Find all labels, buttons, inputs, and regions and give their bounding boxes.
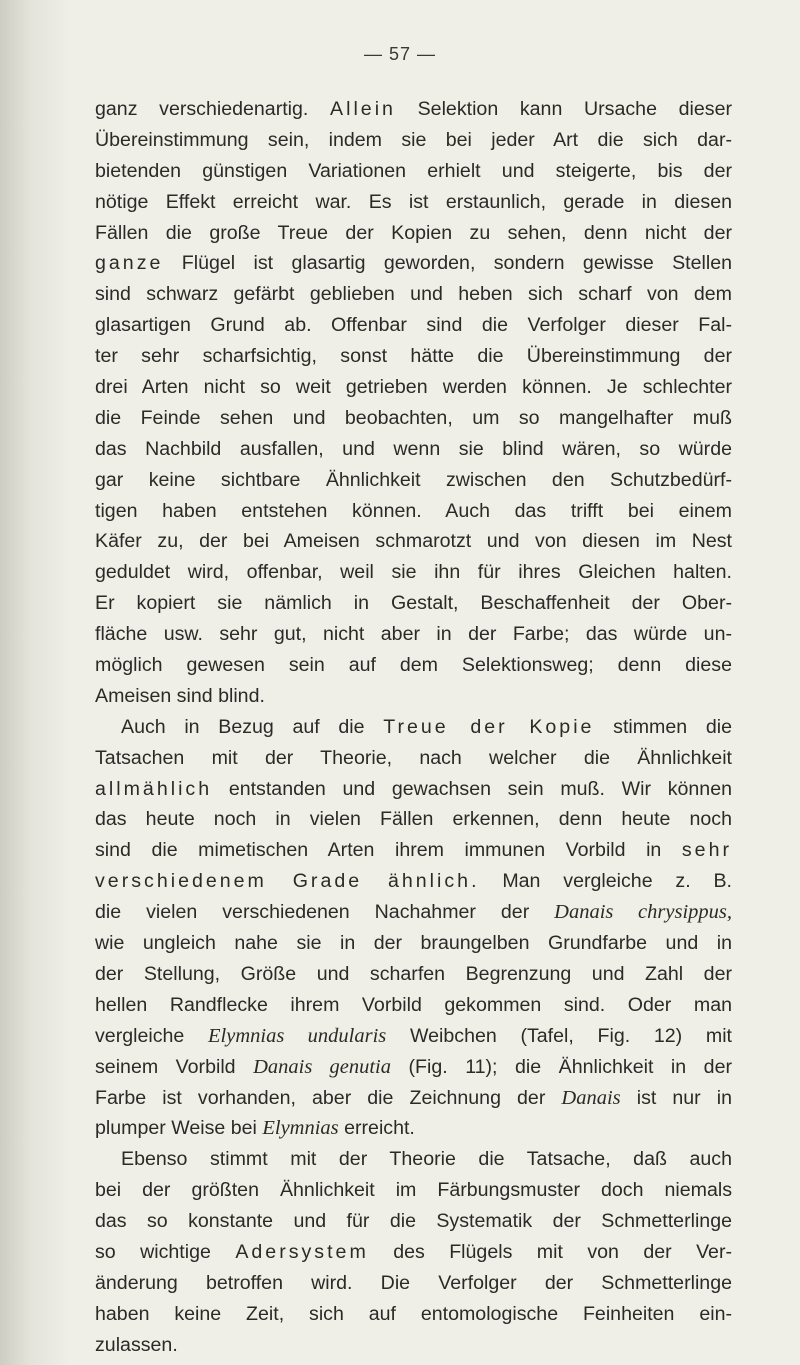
- text-segment: ist nur in: [620, 1086, 732, 1109]
- text-segment: fläche usw. sehr gut, nicht aber in der Farbe; das würde un-: [95, 623, 732, 646]
- text-segment: hellen Randflecke ihrem Vorbild gekommen sind. Oder man: [95, 993, 732, 1016]
- text-line: [95, 1206, 732, 1237]
- text-line: [95, 310, 732, 341]
- text-line: [95, 1113, 732, 1144]
- emphasized-text: allmählich: [95, 777, 213, 800]
- body-text: [95, 94, 732, 1361]
- text-segment: so wichtige: [95, 1240, 236, 1263]
- text-line: [95, 774, 732, 805]
- text-line: [95, 94, 732, 125]
- emphasized-text: sehr: [681, 839, 732, 862]
- text-segment: die vielen verschiedenen Nachahmer der: [95, 901, 555, 924]
- text-line: [95, 650, 732, 681]
- text-line: [95, 1237, 732, 1268]
- text-segment: glasartigen Grund ab. Offenbar sind die Verfolger dieser Fal-: [95, 314, 732, 337]
- text-segment: Übereinstimmung sein, indem sie bei jeder Art die sich dar-: [95, 128, 732, 151]
- text-line: [95, 1268, 732, 1299]
- text-segment: Tatsachen mit der Theorie, nach welcher die Ähnlichkeit: [95, 746, 732, 769]
- text-segment: Selektion kann Ursache dieser: [395, 98, 732, 120]
- text-line: [95, 465, 732, 496]
- text-line: [95, 712, 732, 743]
- text-line: [95, 928, 732, 959]
- text-line: [95, 187, 732, 218]
- text-segment: der Stellung, Größe und scharfen Begrenzung und Zahl der: [95, 962, 732, 985]
- text-segment: gar keine sichtbare Ähnlichkeit zwischen den Schutzbedürf-: [95, 468, 732, 491]
- species-name: Elymnias: [262, 1117, 339, 1140]
- text-segment: Auch in Bezug auf die: [121, 715, 384, 738]
- page-number: — 57 —: [363, 44, 437, 64]
- text-segment: haben keine Zeit, sich auf entomologische Feinheiten ein-: [95, 1302, 732, 1325]
- text-segment: seinem Vorbild: [95, 1055, 254, 1078]
- text-line: [95, 897, 732, 928]
- text-line: [95, 248, 732, 279]
- text-line: [95, 588, 732, 619]
- text-segment: Ameisen sind blind.: [95, 684, 265, 707]
- text-line: [95, 1330, 732, 1361]
- text-segment: entstanden und gewachsen sein muß. Wir können: [212, 777, 732, 800]
- text-line: [95, 743, 732, 774]
- text-segment: Weibchen (Tafel, Fig. 12) mit: [386, 1024, 732, 1047]
- text-segment: tigen haben entstehen können. Auch das trifft bei einem: [95, 499, 732, 522]
- text-line: [95, 1052, 732, 1083]
- text-line: [95, 125, 732, 156]
- text-segment: das Nachbild ausfallen, und wenn sie blind wären, so würde: [95, 437, 732, 460]
- text-line: [95, 557, 732, 588]
- text-segment: zulassen.: [95, 1333, 178, 1356]
- text-segment: drei Arten nicht so weit getrieben werden können. Je schlechter: [95, 376, 732, 399]
- text-line: [95, 156, 732, 187]
- text-line: [95, 1083, 732, 1114]
- text-line: [95, 403, 732, 434]
- text-segment: Farbe ist vorhanden, aber die Zeichnung der: [95, 1086, 562, 1109]
- text-line: [95, 341, 732, 372]
- emphasized-text: Adersystem: [235, 1240, 369, 1263]
- text-line: [95, 496, 732, 527]
- text-line: [95, 681, 732, 712]
- text-segment: des Flügels mit von der Ver-: [368, 1240, 732, 1263]
- text-segment: Man vergleiche z. B.: [479, 870, 732, 893]
- species-name: Danais chrysippus,: [554, 901, 732, 924]
- text-segment: änderung betroffen wird. Die Verfolger der Schmetterlinge: [95, 1271, 732, 1294]
- text-line: [95, 619, 732, 650]
- text-line: [95, 1175, 732, 1206]
- text-segment: bietenden günstigen Variationen erhielt und steigerte, bis der: [95, 159, 732, 182]
- text-line: [95, 835, 732, 866]
- text-line: [95, 279, 732, 310]
- text-line: [95, 1299, 732, 1330]
- text-segment: ter sehr scharfsichtig, sonst hätte die Übereinstimmung der: [95, 345, 732, 368]
- species-name: Elymnias undularis: [208, 1024, 387, 1047]
- text-segment: (Fig. 11); die Ähnlichkeit in der: [391, 1055, 732, 1078]
- text-line: [95, 959, 732, 990]
- text-line: [95, 804, 732, 835]
- text-segment: sind schwarz gefärbt geblieben und heben sich scharf von dem: [95, 283, 732, 306]
- text-segment: bei der größten Ähnlichkeit im Färbungsmuster doch niemals: [95, 1179, 732, 1202]
- text-segment: Fällen die große Treue der Kopien zu sehen, denn nicht der: [95, 221, 732, 244]
- text-segment: erreicht.: [338, 1117, 415, 1140]
- text-segment: das so konstante und für die Systematik der Schmetterlinge: [95, 1210, 732, 1233]
- emphasized-text: Treue der Kopie: [383, 715, 595, 738]
- text-line: [95, 990, 732, 1021]
- text-segment: plumper Weise bei: [95, 1117, 263, 1140]
- species-name: Danais: [561, 1086, 621, 1109]
- text-line: [95, 434, 732, 465]
- species-name: Danais genutia: [253, 1055, 391, 1078]
- text-segment: sind die mimetischen Arten ihrem immunen Vorbild in: [95, 839, 682, 862]
- text-segment: geduldet wird, offenbar, weil sie ihn für ihres Gleichen halten.: [95, 561, 732, 584]
- text-segment: vergleiche: [95, 1024, 209, 1047]
- text-segment: ganz verschiedenartig.: [95, 98, 331, 120]
- text-line: [95, 218, 732, 249]
- text-segment: wie ungleich nahe sie in der braungelben Grundfarbe und in: [95, 932, 732, 955]
- text-segment: stimmen die: [594, 715, 732, 738]
- text-segment: das heute noch in vielen Fällen erkennen, denn heute noch: [95, 808, 732, 831]
- text-segment: möglich gewesen sein auf dem Selektionsweg; denn diese: [95, 654, 732, 677]
- text-segment: Ebenso stimmt mit der Theorie die Tatsache, daß auch: [121, 1148, 732, 1171]
- text-line: [95, 526, 732, 557]
- text-segment: die Feinde sehen und beobachten, um so mangelhafter muß: [95, 406, 732, 429]
- text-segment: nötige Effekt erreicht war. Es ist erstaunlich, gerade in diesen: [95, 190, 732, 213]
- text-segment: Er kopiert sie nämlich in Gestalt, Beschaffenheit der Ober-: [95, 592, 732, 615]
- text-segment: Käfer zu, der bei Ameisen schmarotzt und von diesen im Nest: [95, 530, 732, 553]
- emphasized-text: ganze: [95, 252, 164, 275]
- emphasized-text: verschiedenem Grade ähnlich.: [95, 870, 480, 893]
- text-line: [95, 866, 732, 897]
- text-line: [95, 1021, 732, 1052]
- text-line: [95, 1144, 732, 1175]
- text-segment: Flügel ist glasartig geworden, sondern gewisse Stellen: [163, 252, 732, 275]
- text-line: [95, 372, 732, 403]
- emphasized-text: Allein: [330, 98, 396, 120]
